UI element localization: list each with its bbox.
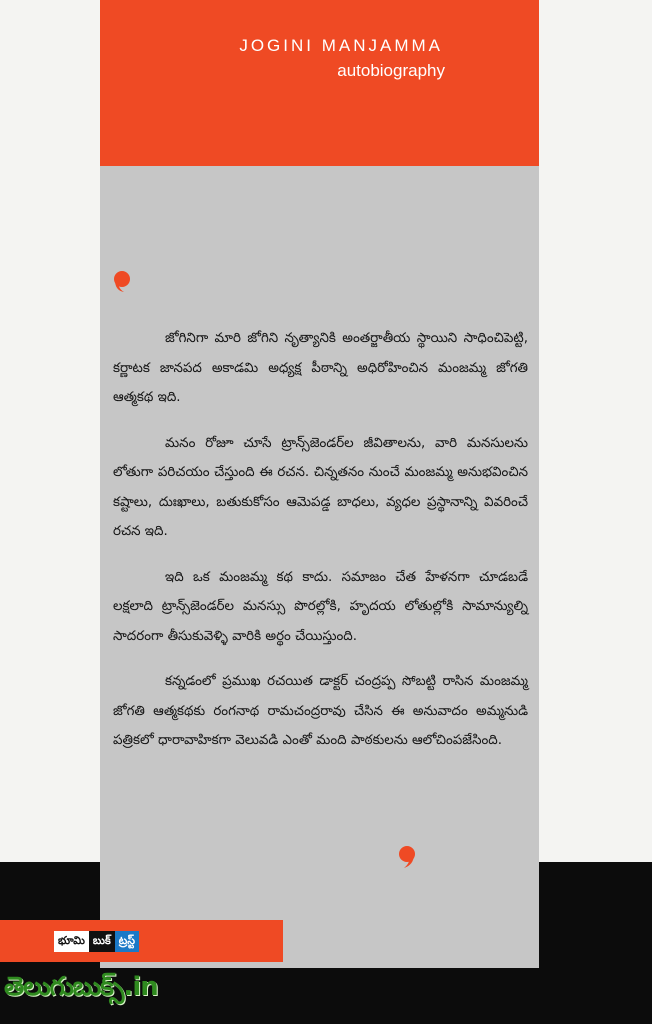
publisher-name-part2: బుక్	[89, 931, 115, 952]
quote-close-icon	[396, 844, 422, 870]
site-watermark: తెలుగుబుక్స్.in	[4, 972, 158, 1002]
blurb-text	[113, 324, 528, 772]
book-title: JOGINI MANJAMMA	[239, 36, 443, 55]
blurb-paragraph: మనం రోజూ చూసే ట్రాన్స్‌జెండర్‌ల జీవితాలను, వారి మనసులను లోతుగా పరిచయం చేస్తుంది ఈ రచన. చిన్నతనం నుంచే మంజమ్మ అనుభవించిన కష్టాలు, దుఃఖాలు, బతుకుకోసం ఆమెపడ్డ బాధలు, వ్యధల ప్రస్థానాన్ని వివరించే రచన ఇది.	[113, 435, 528, 539]
publisher-logo	[54, 931, 139, 952]
quote-open-icon	[106, 268, 132, 294]
blurb-paragraph: జోగినిగా మారి జోగిని నృత్యానికి అంతర్జాతీయ స్థాయిని సాధించిపెట్టి, కర్ణాటక జానపద అకాడమి అధ్యక్ష పీఠాన్ని అధిరోహించిన మంజమ్మ జోగతి ఆత్మకథ ఇది.	[113, 331, 528, 405]
blurb-paragraph: కన్నడంలో ప్రముఖ రచయిత డాక్టర్ చంద్రప్ప సోబట్టి రాసిన మంజమ్మ జోగతి ఆత్మకథకు రంగనాథ రామచంద్రరావు చేసిన ఈ అనువాదం అమ్మనుడి పత్రికలో ధారావాహికగా వెలువడి ఎంతో మంది పాఠకులను ఆలోచింపజేసింది.	[113, 674, 528, 748]
book-subtitle: autobiography	[337, 61, 445, 80]
blurb-paragraph: ఇది ఒక మంజమ్మ కథ కాదు. సమాజం చేత హేళనగా చూడబడే లక్షలాది ట్రాన్స్‌జెండర్‌ల మనస్సు పొరల్లోకి, హృదయ లోతుల్లోకి సామాన్యుల్ని సాదరంగా తీసుకువెళ్ళి వారికి అర్థం చేయిస్తుంది.	[113, 569, 528, 644]
cover-header	[100, 0, 539, 166]
publisher-name-part1: భూమి	[54, 931, 89, 952]
publisher-bar	[0, 920, 283, 962]
publisher-name-part3: ట్రస్ట్	[115, 931, 139, 952]
